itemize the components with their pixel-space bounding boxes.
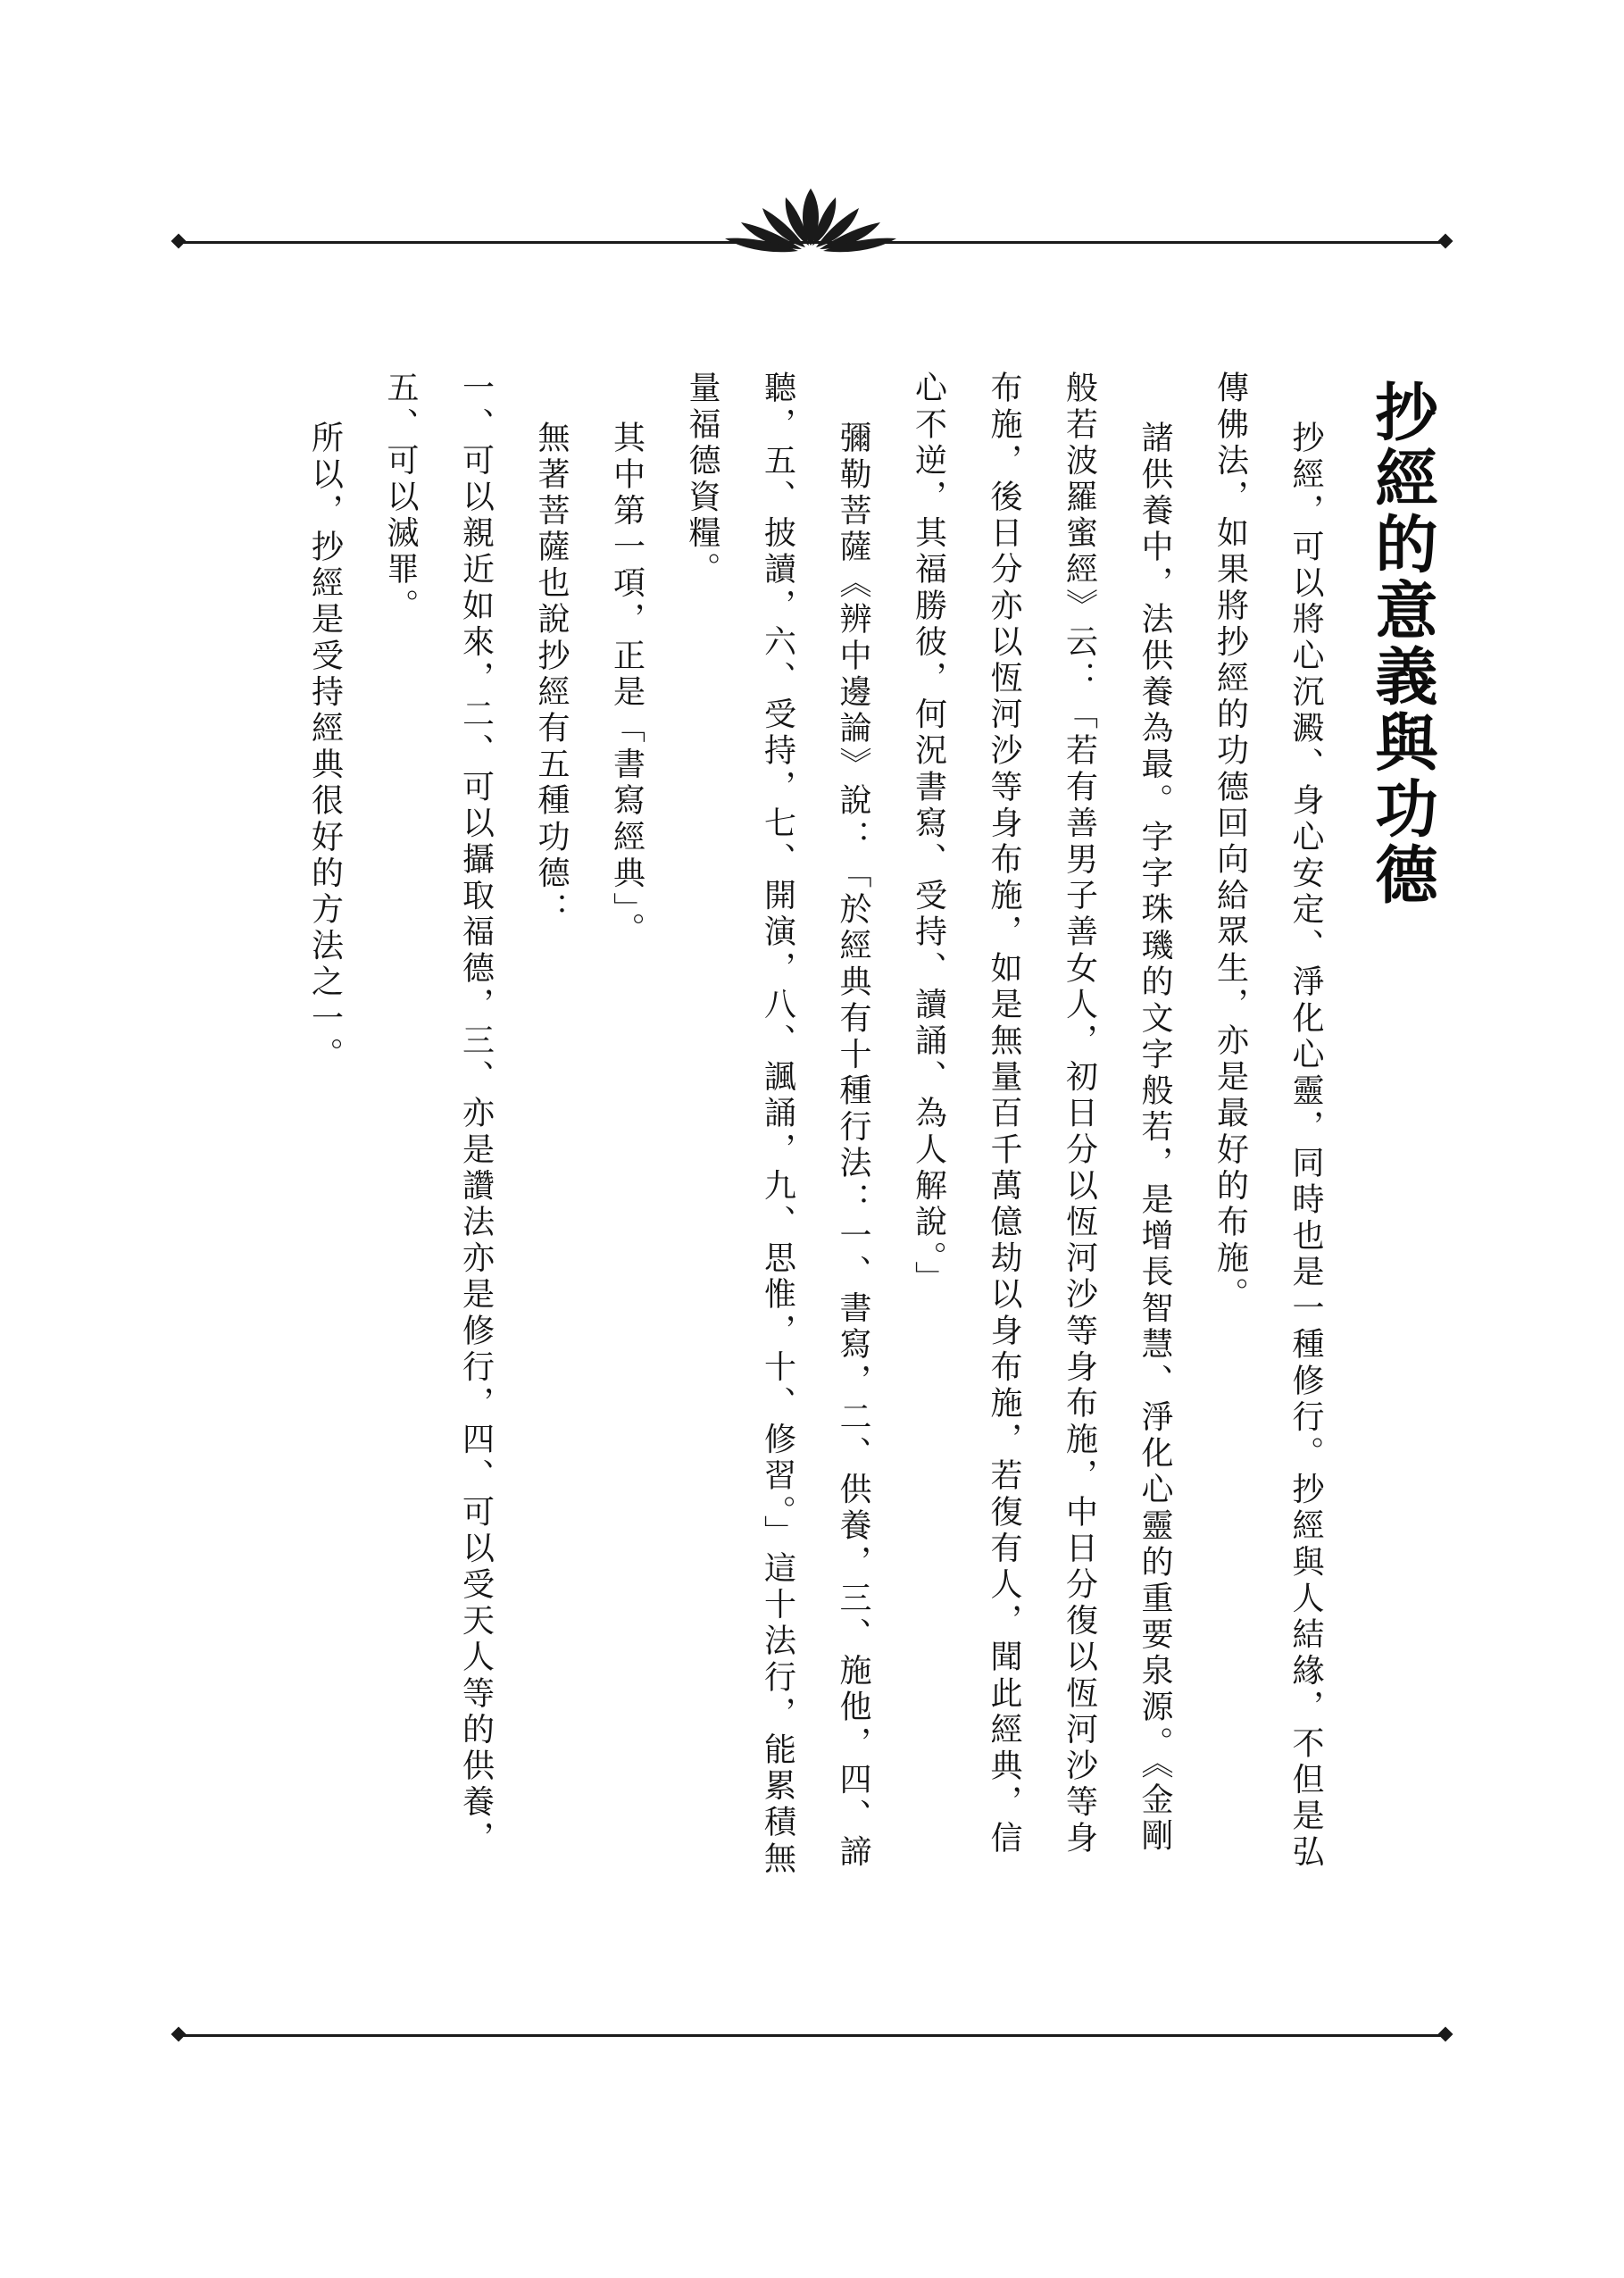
paragraph: 彌勒菩薩《辨中邊論》說：「於經典有十種行法：一、書寫，二、供養，三、施他，四、諦聽，五、披讀，六、受持，七、開演，八、諷誦，九、思惟，十、修習。」這十法行，能累積無量福德資糧。 [684,371,871,1878]
divider-end-diamond [1438,234,1453,249]
divider-end-diamond [171,2027,187,2042]
paragraph: 其中第一項，正是「書寫經典」。 [608,420,645,948]
page-title: 抄經的意義與功德 [1365,380,1438,908]
paragraph: 一、可以親近如來，二、可以攝取福德，三、亦是讚法亦是修行，四、可以受天人等的供養，五、可以滅罪。 [382,371,495,1857]
body-text [236,371,1343,1889]
bottom-divider [179,2034,1445,2037]
paragraph: 抄經，可以將心沉澱、身心安定、淨化心靈，同時也是一種修行。抄經與人結緣，不但是弘傳佛法，如果將抄經的功德回向給眾生，亦是最好的布施。 [1212,371,1324,1871]
paragraph: 諸供養中，法供養為最。字字珠璣的文字般若，是增長智慧、淨化心靈的重要泉源。《金剛般若波羅蜜經》云：「若有善男子善女人，初日分以恆河沙等身布施，中日分復以恆河沙等身布施，後日分亦以恆河沙等身布施，如是無量百千萬億劫以身布施，若復有人，聞此經典，信心不逆，其福勝彼，何況書寫、受持、讀誦、為人解說。」 [910,371,1173,1857]
lotus-icon [723,183,898,255]
divider-end-diamond [1438,2027,1453,2042]
paragraph: 無著菩薩也說抄經有五種功德： [533,420,570,929]
divider-end-diamond [171,234,187,249]
paragraph: 所以，抄經是受持經典很好的方法之一。 [306,420,344,1073]
